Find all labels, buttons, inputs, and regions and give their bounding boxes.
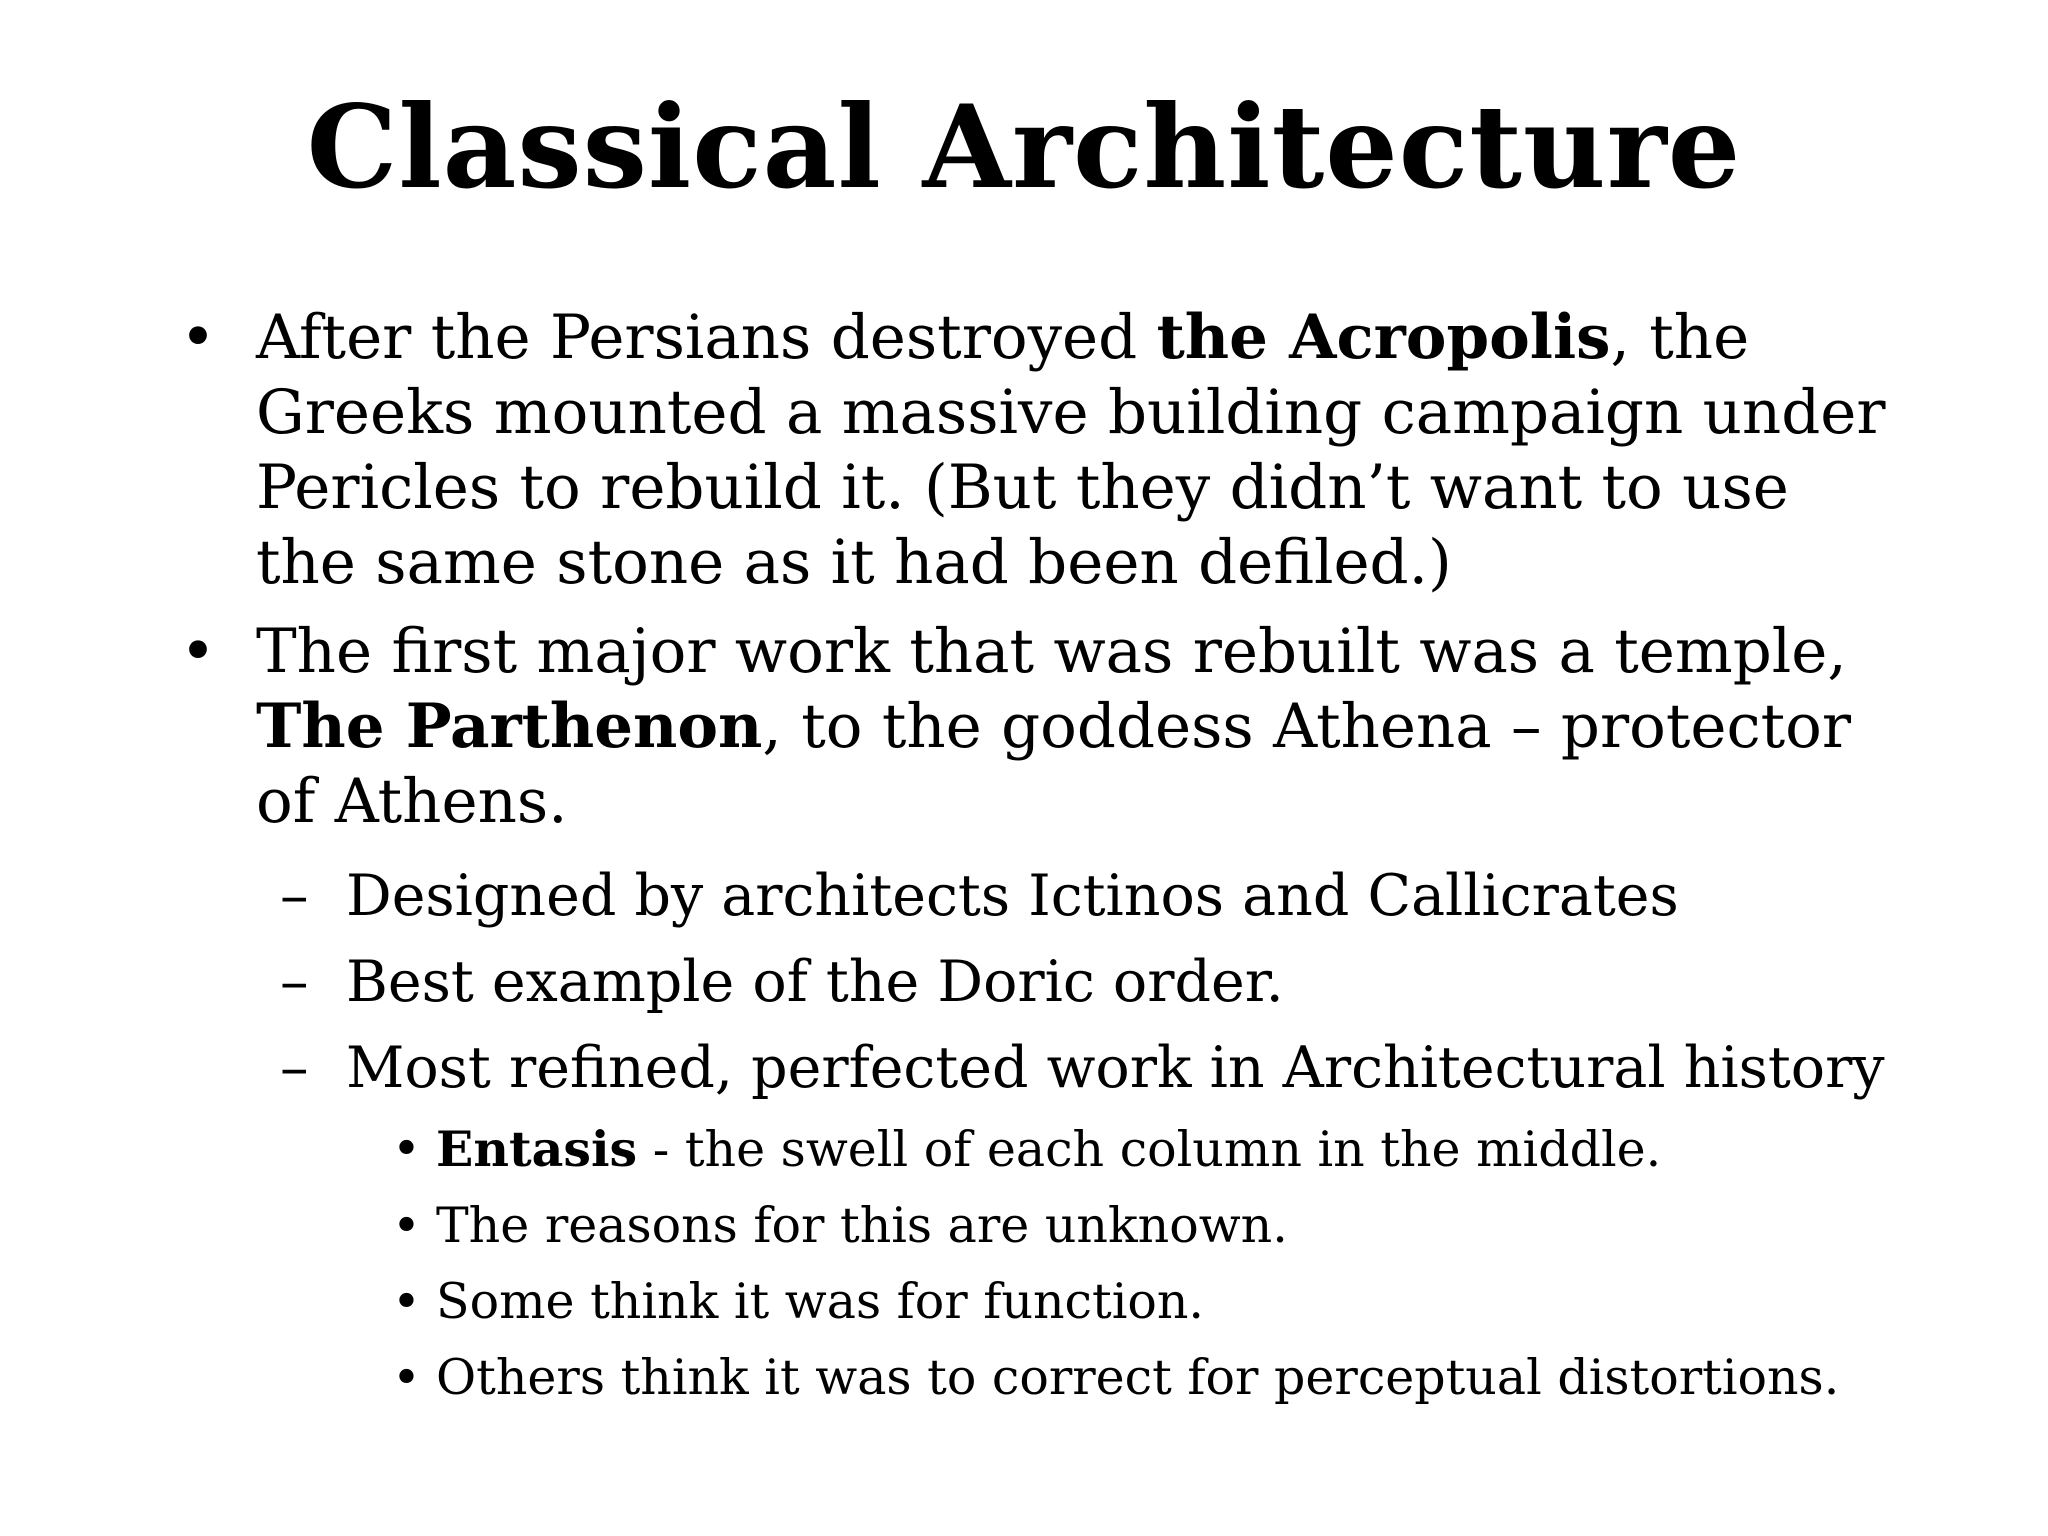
sub-bullet-designers <box>170 853 1890 939</box>
sub-bullet-text: Designed by architects Ictinos and Callicrates <box>346 863 1679 929</box>
sub-bullet-refined <box>170 1025 1890 1111</box>
dash-icon: – <box>280 949 309 1015</box>
bullet-dot-icon: • <box>392 1120 421 1177</box>
bullet-text-post: , the Greeks mounted a massive building campaign under Pericles to rebuild it. (But they didn’t want to use the same stone as it had been defiled.) <box>256 302 1886 598</box>
bullet-parthenon <box>170 614 1890 839</box>
sub-sub-bullet-text: - the swell of each column in the middle. <box>637 1121 1662 1178</box>
bullet-text-post: , to the goddess Athena – protector of Athens. <box>256 691 1852 837</box>
dash-icon: – <box>280 863 309 929</box>
bullet-dot-icon: • <box>392 1349 421 1406</box>
sub-bullet-text: Best example of the Doric order. <box>346 949 1284 1015</box>
bullet-dot-icon: • <box>392 1197 421 1254</box>
bullet-text-pre: The first major work that was rebuilt was a temple, <box>256 616 1847 687</box>
sub-sub-bullet-text: Some think it was for function. <box>436 1273 1204 1330</box>
bullet-text-bold: the Acropolis <box>1156 302 1611 373</box>
sub-sub-bullet-entasis <box>170 1111 1890 1188</box>
dash-icon: – <box>280 1035 309 1101</box>
sub-bullet-doric <box>170 939 1890 1025</box>
bullet-text-bold: The Parthenon <box>256 691 763 762</box>
bullet-acropolis <box>170 300 1890 600</box>
bullet-text-pre: After the Persians destroyed <box>256 302 1157 373</box>
sub-sub-bullet-bold: Entasis <box>436 1120 638 1178</box>
sub-sub-bullet-text: The reasons for this are unknown. <box>436 1197 1288 1254</box>
sub-sub-bullet-function <box>170 1264 1890 1340</box>
slide-body <box>170 300 1890 1416</box>
sub-bullet-text: Most refined, perfected work in Architectural history <box>346 1035 1885 1101</box>
bullet-dot-icon: • <box>180 302 216 373</box>
bullet-dot-icon: • <box>392 1273 421 1330</box>
sub-sub-bullet-text: Others think it was to correct for perceptual distortions. <box>436 1349 1840 1406</box>
bullet-dot-icon: • <box>180 616 216 687</box>
sub-sub-bullet-perceptual <box>170 1340 1890 1416</box>
sub-sub-bullet-unknown <box>170 1188 1890 1264</box>
slide-title: Classical Architecture <box>306 80 1742 214</box>
sub-bullet-list <box>170 853 1890 1416</box>
